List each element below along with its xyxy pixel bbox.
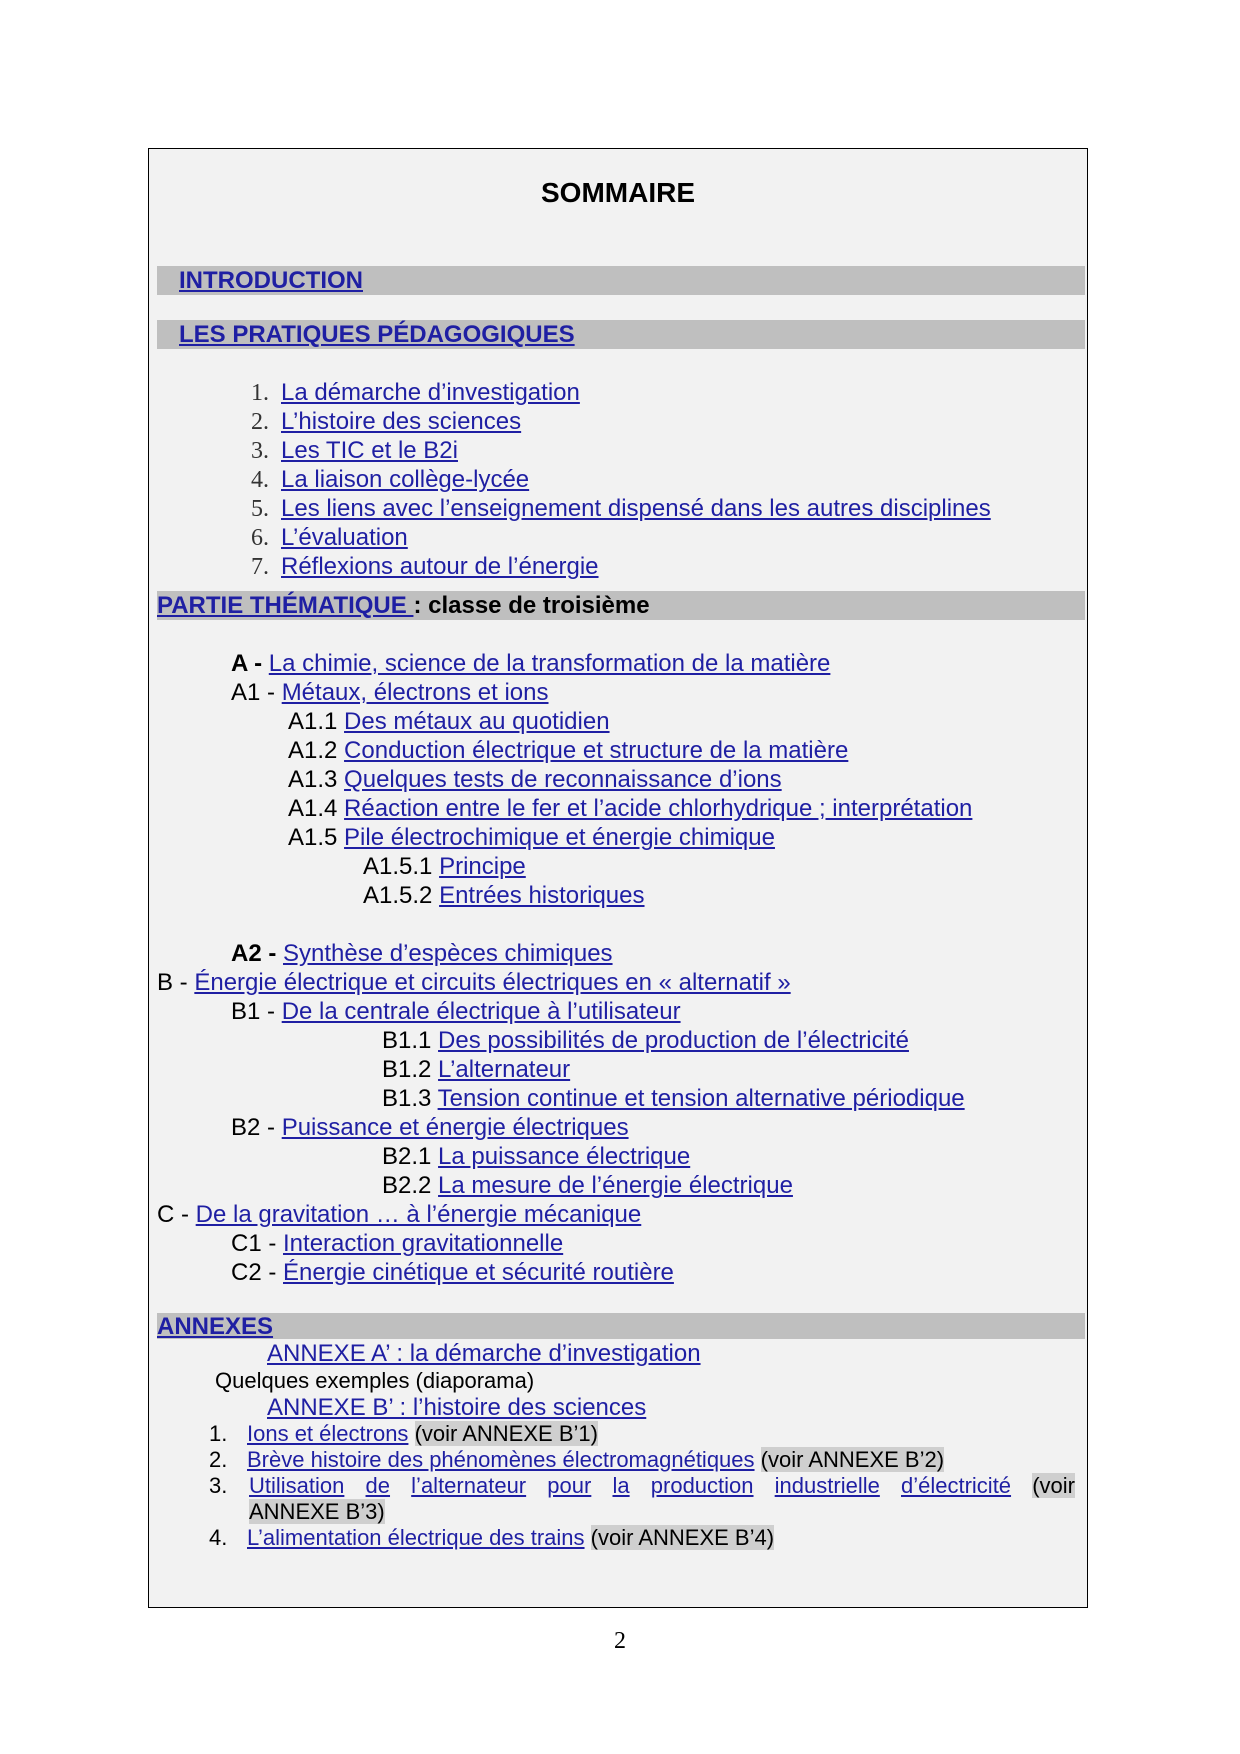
annexe-b-link[interactable]: ANNEXE B’ : l’histoire des sciences (267, 1394, 647, 1421)
toc-entry (231, 649, 830, 678)
toc-link[interactable]: La chimie, science de la transformation de la matière (268, 650, 831, 677)
toc-link-word[interactable]: production (650, 1473, 754, 1498)
annexes-link[interactable]: ANNEXES (157, 1313, 274, 1340)
pratiques-link[interactable]: LES PRATIQUES PÉDAGOGIQUES (179, 321, 575, 348)
toc-entry (231, 1229, 563, 1258)
annexe-ref: (voir ANNEXE B’4) (590, 1525, 775, 1550)
item-number: 4. (209, 1525, 228, 1550)
introduction-row (179, 266, 363, 295)
toc-entry (363, 852, 526, 881)
toc-entry (382, 1026, 909, 1055)
entry-code: B1.1 (382, 1027, 439, 1054)
annexe-a-link[interactable]: ANNEXE A’ : la démarche d’investigation (267, 1340, 701, 1367)
toc-entry (382, 1171, 793, 1200)
item-number: 5. (251, 496, 269, 522)
toc-link[interactable]: Les TIC et le B2i (281, 437, 458, 464)
entry-code: A1.3 (288, 766, 345, 793)
toc-entry (382, 1142, 690, 1171)
toc-link[interactable]: La puissance électrique (438, 1143, 691, 1170)
toc-link[interactable]: Principe (439, 853, 526, 880)
annexe-ref: (voir ANNEXE B’1) (414, 1421, 598, 1446)
toc-link[interactable]: Des métaux au quotidien (344, 708, 610, 735)
toc-entry (382, 1084, 965, 1113)
spacer (755, 1447, 761, 1472)
entry-code: A1.5.2 (363, 882, 440, 909)
entry-code: A1.2 (288, 737, 345, 764)
exemples-text: Quelques exemples (diaporama) (215, 1368, 535, 1393)
toc-entry (157, 968, 791, 997)
toc-entry (231, 678, 549, 707)
toc-entry (288, 736, 848, 765)
toc-entry (231, 997, 681, 1026)
annexe-ref: (voir (1032, 1473, 1075, 1498)
toc-entry (157, 1200, 641, 1229)
item-number: 1. (209, 1421, 228, 1446)
toc-link[interactable]: Entrées historiques (439, 882, 645, 909)
item-number: 1. (251, 380, 269, 406)
entry-code: B2 - (231, 1114, 282, 1141)
entry-code: B2.1 (382, 1143, 439, 1170)
annexes-row (157, 1312, 273, 1341)
list-item (229, 552, 599, 582)
list-item-number (209, 1473, 247, 1499)
thematique-row (157, 591, 650, 620)
entry-code: B1 - (231, 998, 282, 1025)
list-item (229, 465, 529, 495)
entry-code: C1 - (231, 1230, 284, 1257)
entry-code: A1 - (231, 679, 282, 706)
annexes-band (157, 1313, 1085, 1339)
toc-entry (231, 939, 613, 968)
entry-code: B1.3 (382, 1085, 438, 1112)
entry-code: B - (157, 969, 195, 996)
toc-entry (363, 881, 645, 910)
item-number: 4. (251, 467, 269, 493)
toc-link-word[interactable]: l’alternateur (411, 1473, 527, 1498)
toc-link[interactable]: L’évaluation (281, 524, 408, 551)
toc-link[interactable]: Réflexions autour de l’énergie (281, 553, 599, 580)
list-item-text (249, 1473, 1075, 1499)
entry-code: B2.2 (382, 1172, 439, 1199)
annexe-ref: (voir ANNEXE B’2) (760, 1447, 945, 1472)
toc-link[interactable]: La démarche d’investigation (281, 379, 580, 406)
entry-code: A1.5.1 (363, 853, 440, 880)
toc-link[interactable]: Synthèse d’espèces chimiques (283, 940, 613, 967)
item-number: 7. (251, 554, 269, 580)
list-item (229, 407, 521, 437)
toc-link[interactable]: Tension continue et tension alternative périodique (437, 1085, 965, 1112)
introduction-link[interactable]: INTRODUCTION (179, 267, 363, 294)
toc-link[interactable]: Quelques tests de reconnaissance d’ions (344, 766, 782, 793)
toc-link[interactable]: Des possibilités de production de l’électricité (438, 1027, 909, 1054)
toc-link[interactable]: La mesure de l’énergie électrique (438, 1172, 793, 1199)
thematique-link[interactable]: PARTIE THÉMATIQUE (157, 592, 414, 619)
page-number: 2 (614, 1628, 626, 1654)
entry-code: A - (231, 650, 269, 677)
toc-link[interactable]: Métaux, électrons et ions (281, 679, 549, 706)
item-number: 6. (251, 525, 269, 551)
toc-entry (382, 1055, 570, 1084)
toc-link-word[interactable]: d’électricité (901, 1473, 1012, 1498)
toc-link[interactable]: Brève histoire des phénomènes électromagnétiques (247, 1447, 755, 1472)
annexe-a-row (267, 1339, 701, 1368)
toc-entry (231, 1113, 629, 1142)
toc-entry (288, 765, 782, 794)
item-number: 2. (251, 409, 269, 435)
toc-link[interactable]: La liaison collège-lycée (281, 466, 530, 493)
list-item (229, 378, 580, 408)
list-item (209, 1525, 774, 1551)
list-item (209, 1421, 598, 1447)
item-number: 2. (209, 1447, 228, 1472)
entry-code: C - (157, 1201, 196, 1228)
toc-entry (288, 823, 775, 852)
toc-entry (231, 1258, 674, 1287)
toc-link-word[interactable]: Utilisation (249, 1473, 345, 1498)
entry-code: A1.5 (288, 824, 345, 851)
toc-link-word[interactable]: de (365, 1473, 391, 1498)
thematique-subtitle: : classe de troisième (413, 592, 650, 619)
toc-link[interactable]: Pile électrochimique et énergie chimique (344, 824, 775, 851)
list-item (229, 523, 408, 553)
toc-link-word[interactable]: industrielle (774, 1473, 880, 1498)
list-item (229, 436, 458, 466)
toc-link[interactable]: Conduction électrique et structure de la matière (344, 737, 849, 764)
toc-link-word[interactable]: pour (547, 1473, 592, 1498)
toc-link[interactable]: Énergie cinétique et sécurité routière (283, 1259, 674, 1286)
entry-code: B1.2 (382, 1056, 439, 1083)
toc-link[interactable]: L’histoire des sciences (281, 408, 522, 435)
toc-link[interactable]: L’alternateur (438, 1056, 571, 1083)
toc-link[interactable]: Énergie électrique et circuits électriques en « alternatif » (194, 969, 791, 996)
item-number: 3. (209, 1473, 228, 1498)
list-item-continuation (249, 1499, 385, 1525)
page-title: SOMMAIRE (541, 177, 695, 208)
toc-link[interactable]: Interaction gravitationnelle (283, 1230, 564, 1257)
annexe-ref (408, 1421, 414, 1446)
annexe-b-row (267, 1393, 646, 1422)
entry-code: A1.1 (288, 708, 345, 735)
spacer (585, 1525, 591, 1550)
list-item (209, 1447, 944, 1473)
toc-link[interactable]: L’alimentation électrique des trains (247, 1525, 585, 1550)
toc-link[interactable]: Puissance et énergie électriques (281, 1114, 629, 1141)
toc-entry (288, 794, 972, 823)
toc-frame (148, 148, 1088, 1608)
entry-code: A2 - (231, 940, 284, 967)
toc-link[interactable]: Les liens avec l’enseignement dispensé dans les autres disciplines (281, 495, 991, 522)
entry-code: A1.4 (288, 795, 345, 822)
toc-link-word[interactable]: la (612, 1473, 630, 1498)
pratiques-row (179, 320, 575, 349)
annexe-ref: ANNEXE B’3) (249, 1499, 385, 1524)
toc-link[interactable]: Réaction entre le fer et l’acide chlorhydrique ; interprétation (344, 795, 973, 822)
item-number: 3. (251, 438, 269, 464)
toc-link[interactable]: De la centrale électrique à l’utilisateur (281, 998, 681, 1025)
toc-link[interactable]: Ions et électrons (247, 1421, 409, 1446)
toc-link[interactable]: De la gravitation … à l’énergie mécanique (195, 1201, 642, 1228)
list-item (229, 494, 991, 524)
entry-code: C2 - (231, 1259, 284, 1286)
toc-entry (288, 707, 610, 736)
